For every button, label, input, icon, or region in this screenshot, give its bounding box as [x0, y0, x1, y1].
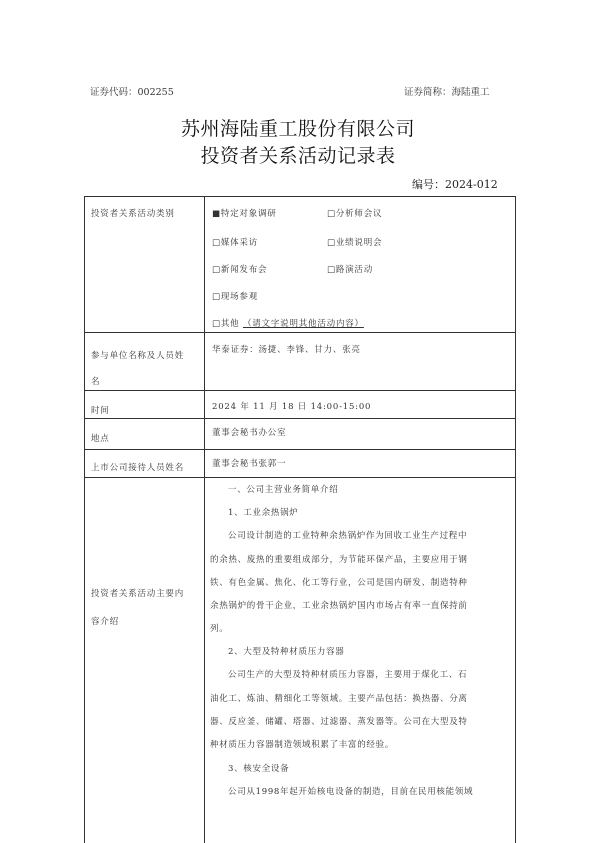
participants-label-cont: 名 [91, 377, 101, 387]
reception-staff-value: 董事会秘书张郭一 [212, 459, 287, 469]
stock-abbreviation: 证券简称：海陆重工 [404, 87, 490, 98]
option-press-conference: □新闻发布会 [212, 265, 268, 275]
content-line: 种材质压力容器制造领域积累了丰富的经验。 [210, 740, 395, 750]
location-value: 董事会秘书办公室 [212, 428, 287, 438]
content-line: 铁、有色金属、焦化、化工等行业，公司是国内研发、制造特种 [210, 578, 468, 588]
stock-code: 证券代码：002255 [90, 87, 174, 98]
time-value: 2024 年 11 月 18 日 14:00-15:00 [212, 402, 372, 412]
content-line: 的余热、废热的重要组成部分，为节能环保产品，主要应用于钢 [210, 555, 468, 565]
content-line: 器、反应釜、储罐、塔器、过滤器、蒸发器等。公司在大型及特 [210, 717, 468, 727]
content-line: 油化工、炼油、精细化工等领域。主要产品包括：换热器、分离 [210, 694, 468, 704]
participants-value: 华泰证券：汤捷、李锋、甘力、张亮 [212, 345, 361, 355]
document-title: 投资者关系活动记录表 [200, 145, 396, 167]
content-line: 公司生产的大型及特种材质压力容器，主要用于煤化工、石 [228, 670, 468, 680]
time-label: 时间 [91, 406, 110, 416]
row-divider [85, 390, 515, 391]
row-divider [85, 477, 515, 478]
option-media-interview: □媒体采访 [212, 238, 259, 248]
option-roadshow: □路演活动 [327, 265, 374, 275]
option-analyst-meeting: □分析师会议 [327, 209, 383, 219]
option-other [212, 317, 364, 329]
column-divider [204, 197, 205, 843]
row-divider [85, 332, 515, 333]
content-line: 1、工业余热锅炉 [228, 508, 299, 518]
participants-label: 参与单位名称及人员姓 [91, 351, 185, 361]
row-divider [85, 418, 515, 419]
option-other-label: □其他 [212, 319, 240, 329]
main-content-label-cont: 容介绍 [91, 617, 119, 627]
investor-relations-table [84, 196, 516, 843]
content-line: 公司设计制造的工业特种余热锅炉作为回收工业生产过程中 [228, 531, 468, 541]
content-line: 3、核安全设备 [228, 764, 290, 774]
reception-staff-label: 上市公司接待人员姓名 [91, 463, 185, 473]
row-divider [85, 449, 515, 450]
content-line: 2、大型及特种材质压力容器 [228, 647, 345, 657]
main-content-label: 投资者关系活动主要内 [91, 589, 185, 599]
location-label: 地点 [91, 434, 110, 444]
content-line: 列。 [210, 624, 229, 634]
option-earnings-briefing: □业绩说明会 [327, 238, 383, 248]
content-line: 一、公司主营业务简单介绍 [228, 485, 339, 495]
option-specific-research: ■特定对象调研 [212, 209, 277, 219]
option-other-note: （请文字说明其他活动内容） [242, 319, 364, 329]
content-line: 余热锅炉的骨干企业，工业余热锅炉国内市场占有率一直保持前 [210, 601, 468, 611]
option-site-visit: □现场参观 [212, 292, 259, 302]
document-number: 编号：2024-012 [412, 178, 498, 191]
content-line: 公司从1998年起开始核电设备的制造，目前在民用核能领域 [228, 787, 474, 797]
company-title: 苏州海陆重工股份有限公司 [180, 118, 415, 140]
activity-type-label: 投资者关系活动类别 [91, 209, 175, 219]
